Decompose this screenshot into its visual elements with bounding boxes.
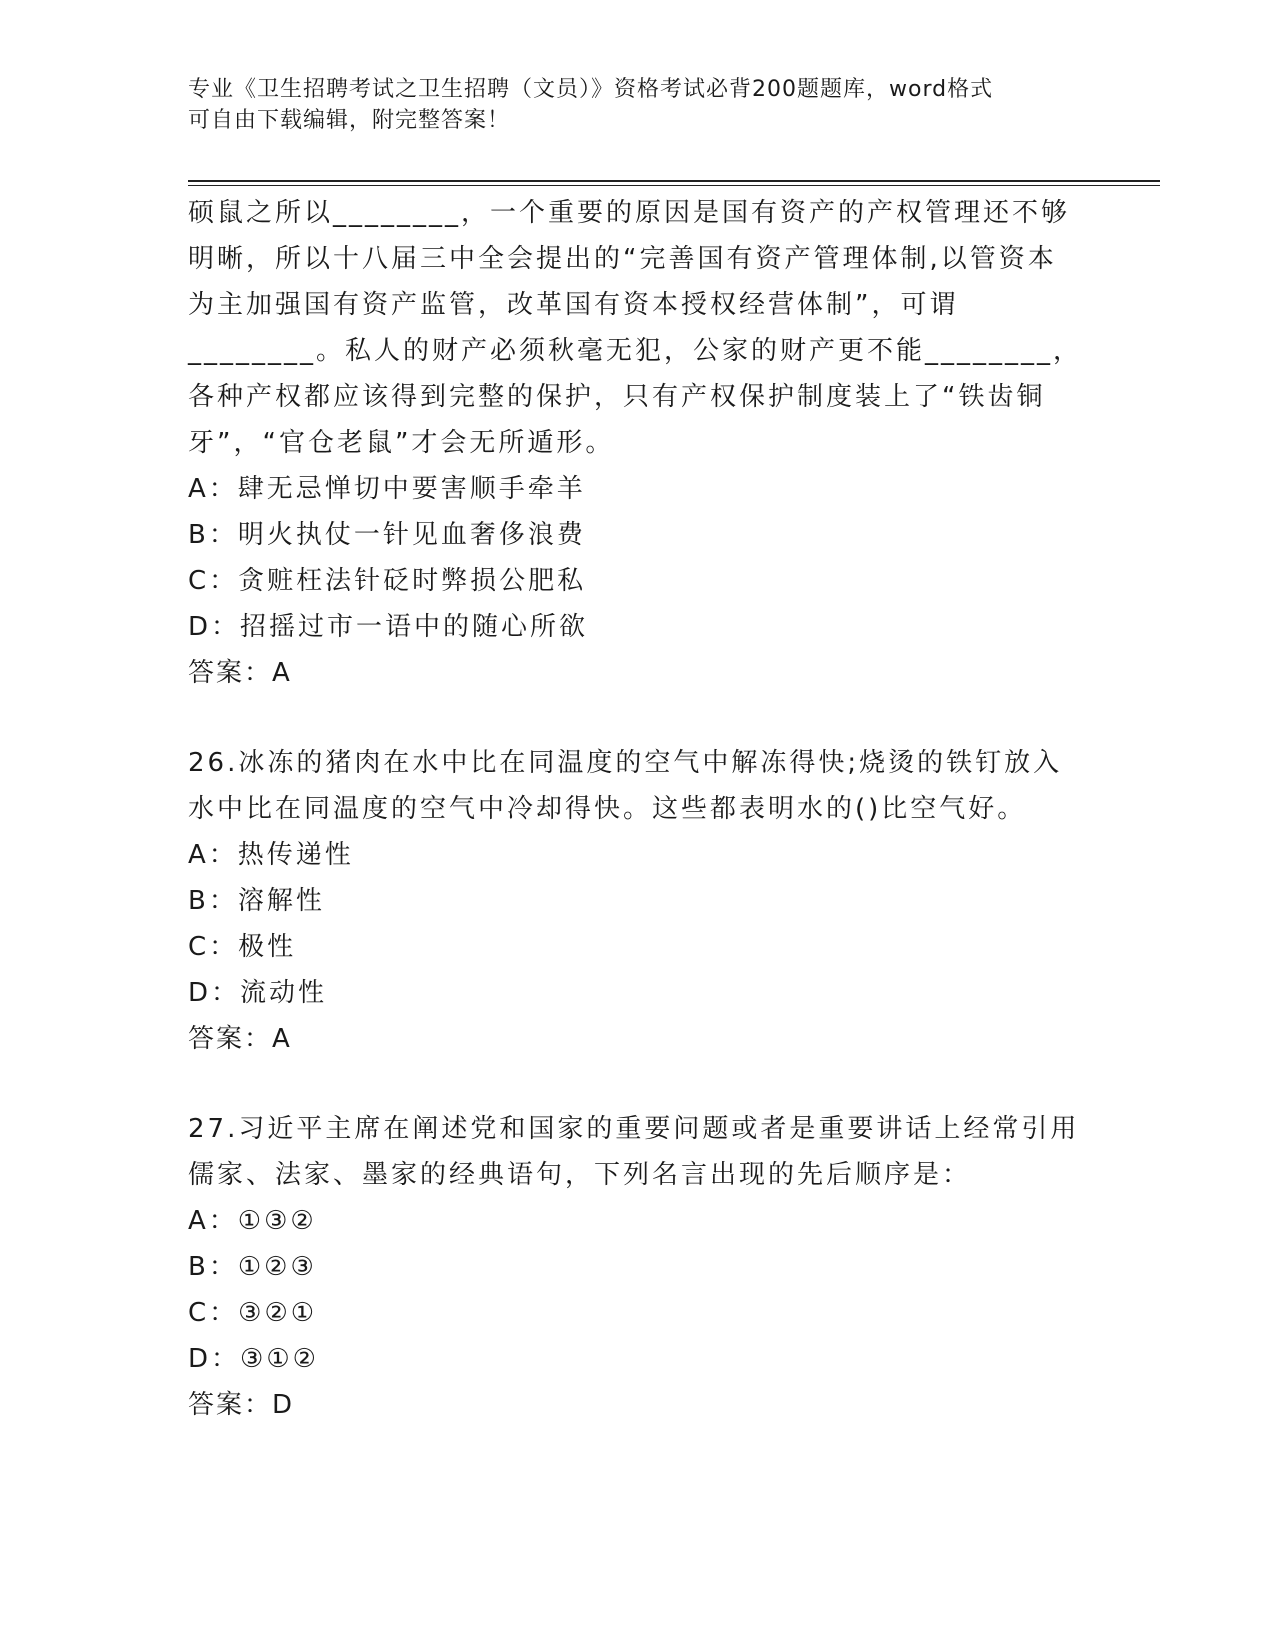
answer-line: 答案：A [188,1024,292,1054]
option-a: A：热传递性 [188,840,354,870]
question-stem-line: 儒家、法家、墨家的经典语句，下列名言出现的先后顺序是： [188,1160,972,1190]
option-b: B：①②③ [188,1252,317,1282]
question-block [188,190,1088,696]
answer-line: 答案：A [188,658,292,688]
header-divider-thin [188,185,1160,186]
answer-line: 答案：D [188,1390,295,1420]
spacer [188,696,1088,740]
option-b: B：明火执仗一针见血奢侈浪费 [188,520,586,550]
header-divider [188,180,1160,182]
option-d: D：流动性 [188,978,328,1008]
question-stem-line: 牙”，“官仓老鼠”才会无所遁形。 [188,428,615,458]
question-stem-line: 为主加强国有资产监管，改革国有资本授权经营体制”，可谓 [188,290,959,320]
question-list [188,190,1088,1428]
question-stem-line: 硕鼠之所以________，一个重要的原因是国有资产的产权管理还不够 [188,198,1071,228]
option-c: C：极性 [188,932,297,962]
option-a: A：①③② [188,1206,317,1236]
document-header [188,74,1088,136]
option-b: B：溶解性 [188,886,325,916]
question-stem-line: 明晰，所以十八届三中全会提出的“完善国有资产管理体制,以管资本 [188,244,1057,274]
header-line: 可自由下载编辑，附完整答案！ [188,108,511,133]
option-d: D：招摇过市一语中的随心所欲 [188,612,589,642]
header-line: 专业《卫生招聘考试之卫生招聘（文员）》资格考试必背200题题库，word格式 [188,77,994,102]
question-block [188,1106,1088,1428]
question-stem-line: 各种产权都应该得到完整的保护，只有产权保护制度装上了“铁齿铜 [188,382,1046,412]
option-c: C：贪赃枉法针砭时弊损公肥私 [188,566,587,596]
question-stem-line: 26.冰冻的猪肉在水中比在同温度的空气中解冻得快;烧烫的铁钉放入 [188,748,1063,778]
spacer [188,1062,1088,1106]
question-block [188,740,1088,1062]
question-stem-line: ________。私人的财产必须秋毫无犯，公家的财产更不能________， [188,336,1083,366]
question-stem-line: 27.习近平主席在阐述党和国家的重要问题或者是重要讲话上经常引用 [188,1114,1080,1144]
question-stem-line: 水中比在同温度的空气中冷却得快。这些都表明水的()比空气好。 [188,794,1027,824]
option-a: A：肆无忌惮切中要害顺手牵羊 [188,474,586,504]
option-c: C：③②① [188,1298,318,1328]
option-d: D：③①② [188,1344,319,1374]
